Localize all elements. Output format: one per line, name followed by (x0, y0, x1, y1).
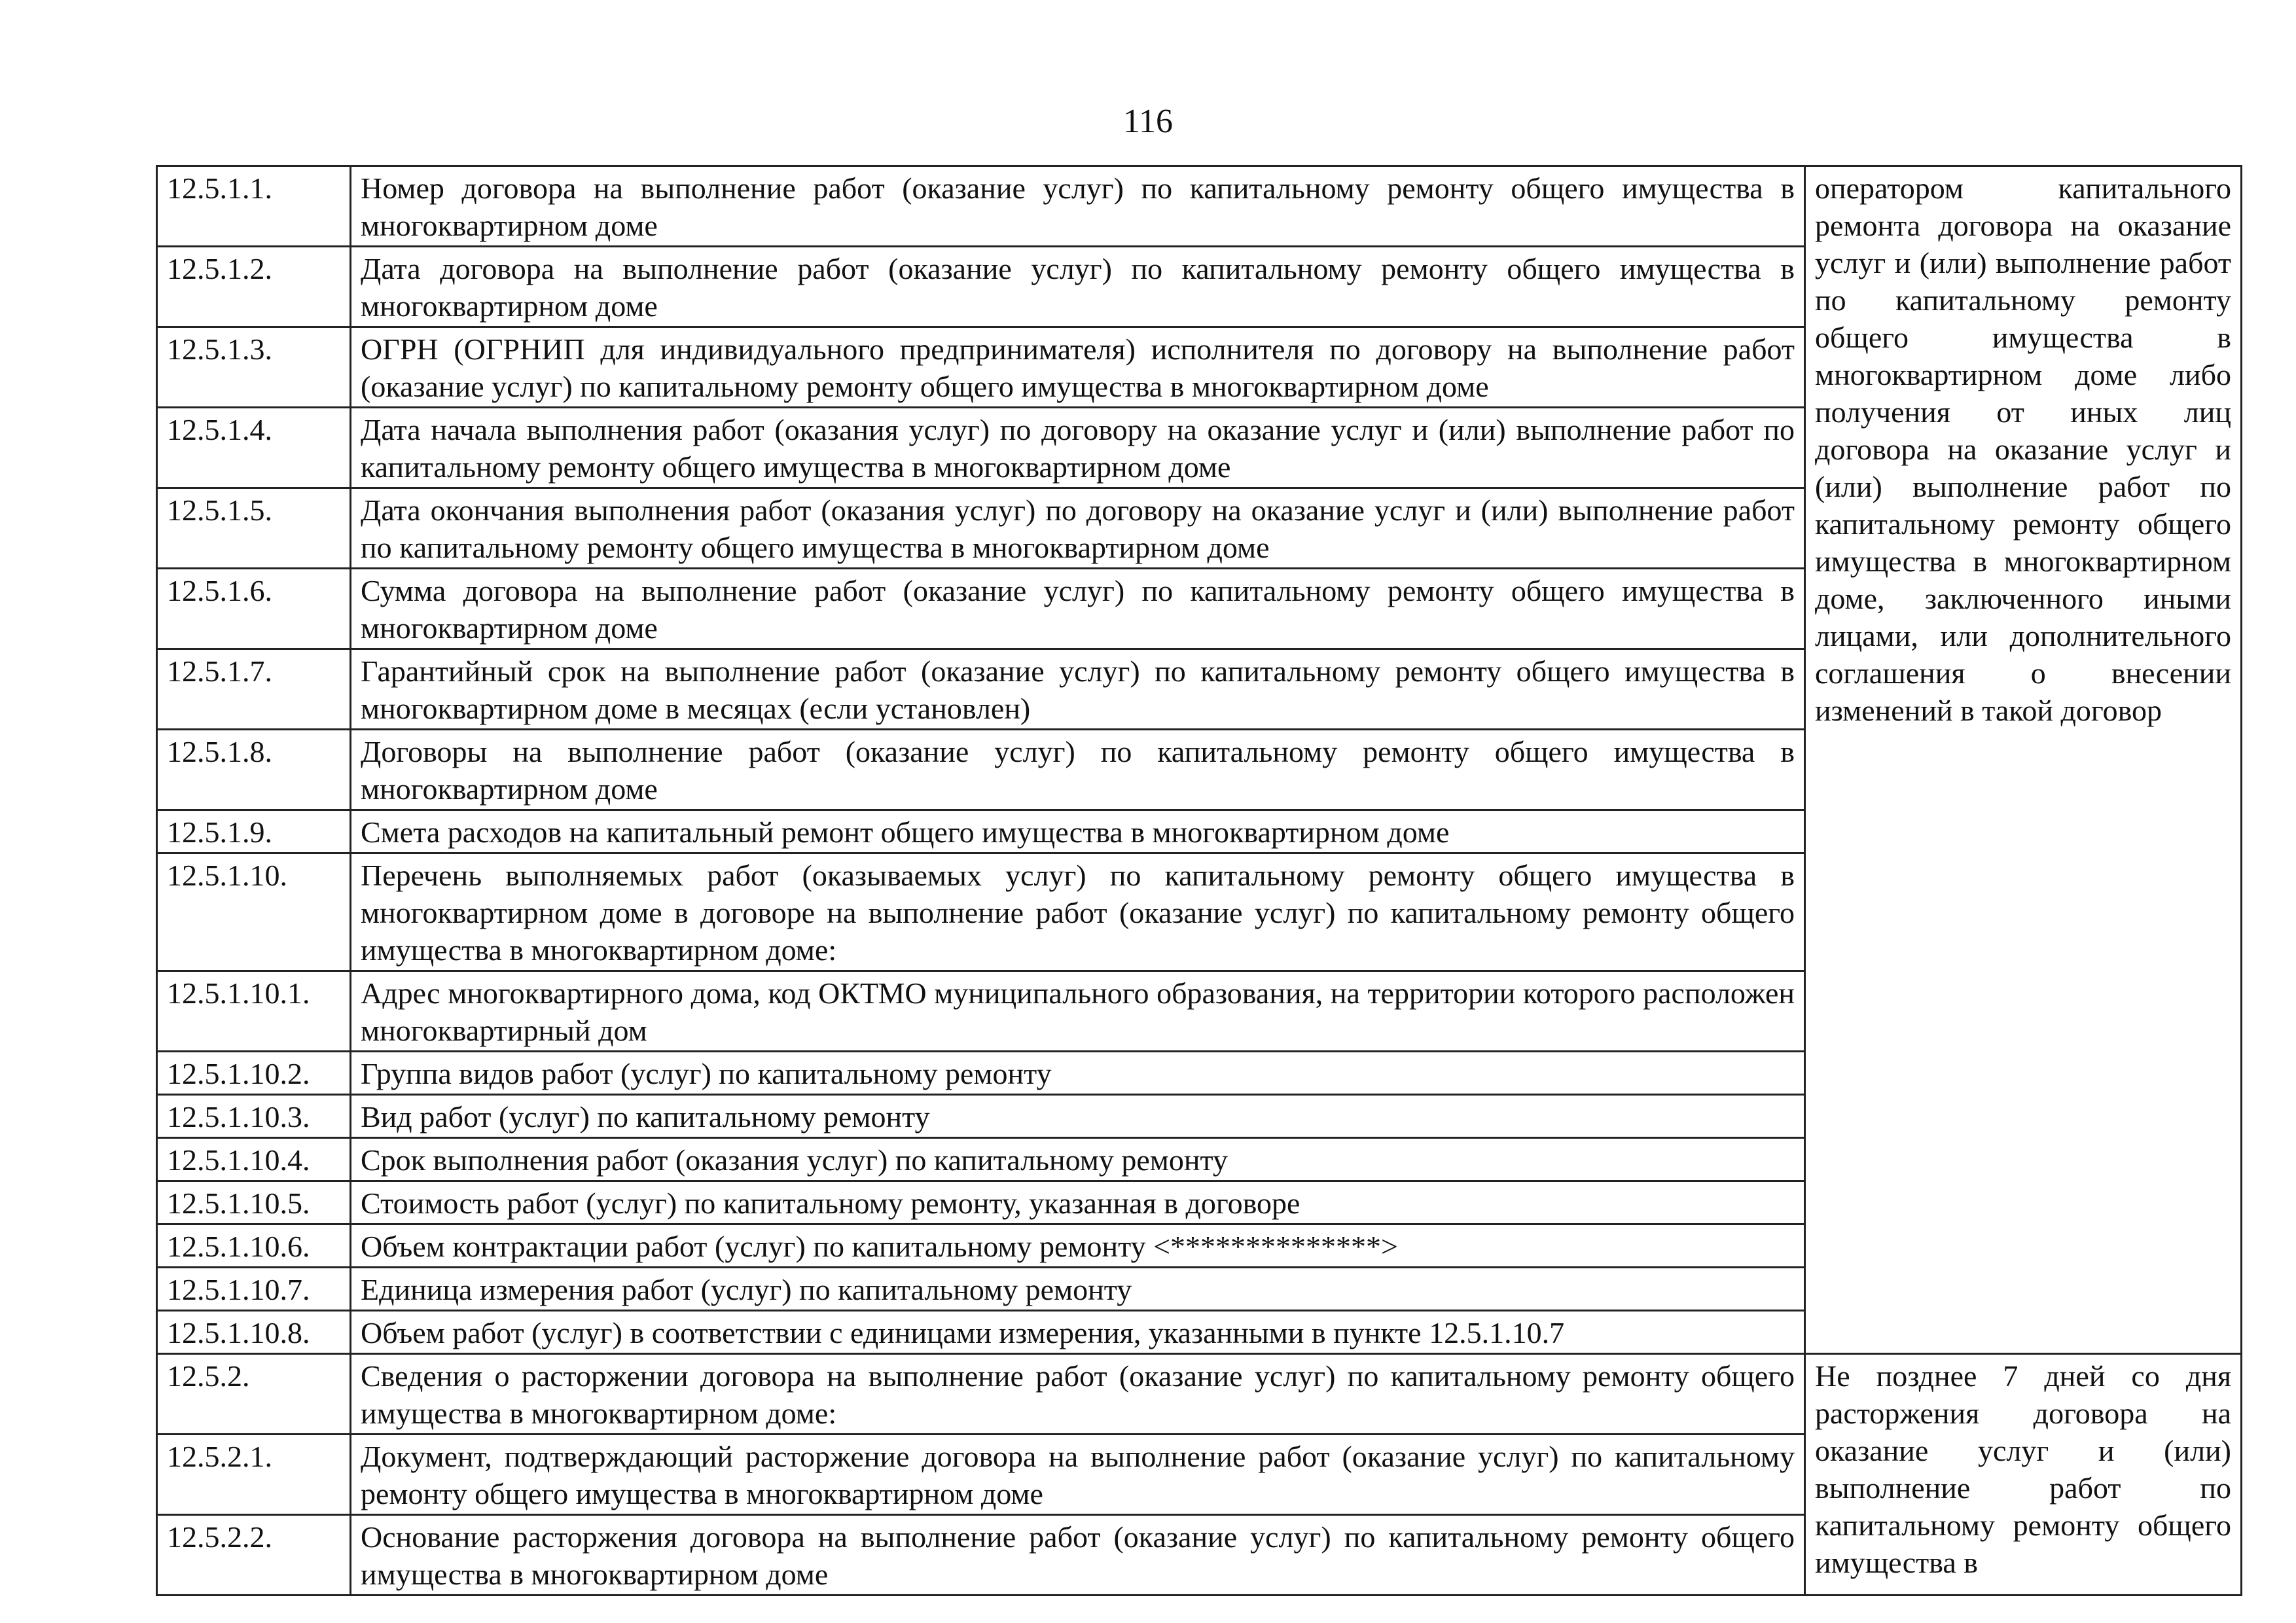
item-description: Стоимость работ (услуг) по капитальному ремонту, указанная в договоре (351, 1181, 1805, 1224)
item-description: Дата начала выполнения работ (оказания услуг) по договору на оказание услуг и (или) выполнение работ по капитальному ремонту общего имущества в многоквартирном доме (351, 408, 1805, 488)
item-description: Объем работ (услуг) в соответствии с единицами измерения, указанными в пункте 12.5.1.10.7 (351, 1311, 1805, 1354)
item-number: 12.5.1.9. (157, 810, 351, 853)
item-number: 12.5.2.2. (157, 1515, 351, 1596)
page-number: 116 (1122, 103, 1174, 140)
item-number: 12.5.1.10.6. (157, 1224, 351, 1268)
item-number: 12.5.1.10.3. (157, 1095, 351, 1138)
item-description: Гарантийный срок на выполнение работ (оказание услуг) по капитальному ремонту общего имущества в многоквартирном доме в месяцах (если установлен) (351, 649, 1805, 730)
item-description: Группа видов работ (услуг) по капитальному ремонту (351, 1052, 1805, 1095)
item-description: Перечень выполняемых работ (оказываемых услуг) по капитальному ремонту общего имущества в многоквартирном доме в договоре на выполнение работ (оказание услуг) по капитальному ремонту общего имущества в многоквартирном доме: (351, 853, 1805, 971)
item-number: 12.5.1.3. (157, 327, 351, 408)
item-number: 12.5.1.10.2. (157, 1052, 351, 1095)
item-number: 12.5.1.10.1. (157, 971, 351, 1052)
item-number: 12.5.1.7. (157, 649, 351, 730)
item-description: Сумма договора на выполнение работ (оказание услуг) по капитальному ремонту общего имущества в многоквартирном доме (351, 569, 1805, 649)
item-number: 12.5.1.6. (157, 569, 351, 649)
item-description: Дата окончания выполнения работ (оказания услуг) по договору на оказание услуг и (или) выполнение работ по капитальному ремонту общего имущества в многоквартирном доме (351, 488, 1805, 569)
item-description: Вид работ (услуг) по капитальному ремонту (351, 1095, 1805, 1138)
item-number: 12.5.2. (157, 1354, 351, 1435)
table-row (157, 1354, 2242, 1435)
item-number: 12.5.1.1. (157, 166, 351, 247)
deadline-cell: Не позднее 7 дней со дня расторжения договора на оказание услуг и (или) выполнение работ по капитальному ремонту общего имущества в (1805, 1354, 2242, 1596)
item-number: 12.5.1.10.5. (157, 1181, 351, 1224)
item-description: Адрес многоквартирного дома, код ОКТМО муниципального образования, на территории которого расположен многоквартирный дом (351, 971, 1805, 1052)
item-description: Дата договора на выполнение работ (оказание услуг) по капитальному ремонту общего имущества в многоквартирном доме (351, 247, 1805, 327)
item-number: 12.5.1.10.7. (157, 1268, 351, 1311)
item-description: Договоры на выполнение работ (оказание услуг) по капитальному ремонту общего имущества в многоквартирном доме (351, 730, 1805, 810)
item-number: 12.5.1.10. (157, 853, 351, 971)
item-number: 12.5.1.10.8. (157, 1311, 351, 1354)
item-number: 12.5.1.2. (157, 247, 351, 327)
item-description: Единица измерения работ (услуг) по капитальному ремонту (351, 1268, 1805, 1311)
item-description: Смета расходов на капитальный ремонт общего имущества в многоквартирном доме (351, 810, 1805, 853)
table-row (157, 166, 2242, 247)
item-description: Срок выполнения работ (оказания услуг) по капитальному ремонту (351, 1138, 1805, 1181)
item-number: 12.5.1.8. (157, 730, 351, 810)
item-description: Основание расторжения договора на выполнение работ (оказание услуг) по капитальному ремонту общего имущества в многоквартирном доме (351, 1515, 1805, 1596)
item-description: Документ, подтверждающий расторжение договора на выполнение работ (оказание услуг) по капитальному ремонту общего имущества в многоквартирном доме (351, 1435, 1805, 1515)
item-description: Сведения о расторжении договора на выполнение работ (оказание услуг) по капитальному ремонту общего имущества в многоквартирном доме: (351, 1354, 1805, 1435)
requirements-table (156, 165, 2242, 1596)
item-number: 12.5.1.4. (157, 408, 351, 488)
item-number: 12.5.1.5. (157, 488, 351, 569)
item-number: 12.5.2.1. (157, 1435, 351, 1515)
item-description: ОГРН (ОГРНИП для индивидуального предпринимателя) исполнителя по договору на выполнение работ (оказание услуг) по капитальному ремонту общего имущества в многоквартирном доме (351, 327, 1805, 408)
deadline-cell: оператором капитального ремонта договора на оказание услуг и (или) выполнение работ по капитальному ремонту общего имущества в многоквартирном доме либо получения от иных лиц договора на оказание услуг и (или) выполнение работ по капитальному ремонту общего имущества в многоквартирном доме, заключенного иными лицами, или дополнительного соглашения о внесении изменений в такой договор (1805, 166, 2242, 1354)
item-description: Номер договора на выполнение работ (оказание услуг) по капитальному ремонту общего имущества в многоквартирном доме (351, 166, 1805, 247)
item-number: 12.5.1.10.4. (157, 1138, 351, 1181)
item-description: Объем контрактации работ (услуг) по капитальному ремонту <**************> (351, 1224, 1805, 1268)
